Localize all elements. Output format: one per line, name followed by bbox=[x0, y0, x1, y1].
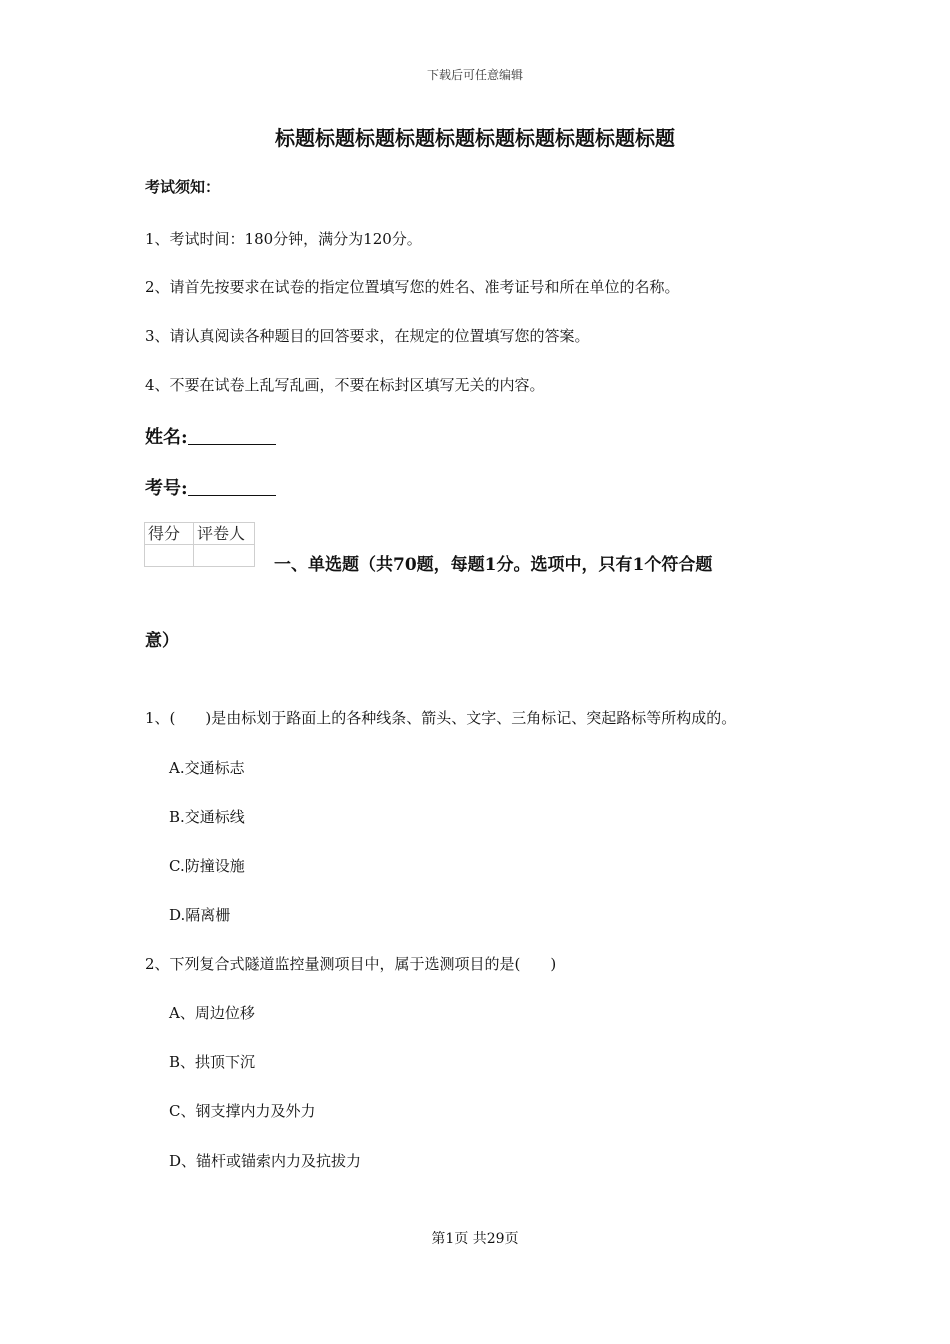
score-table bbox=[144, 522, 255, 567]
score-header: 得分 bbox=[145, 523, 194, 545]
notice-rule-3: 3、请认真阅读各种题目的回答要求，在规定的位置填写您的答案。 bbox=[145, 327, 590, 345]
page-footer: 第1页 共29页 bbox=[431, 1231, 519, 1247]
grader-header: 评卷人 bbox=[194, 523, 255, 545]
question-2-option-a: A、周边位移 bbox=[169, 1004, 255, 1022]
name-label: 姓名: bbox=[145, 427, 188, 448]
question-2: 2、下列复合式隧道监控量测项目中，属于选测项目的是( ) bbox=[145, 955, 557, 973]
notice-rule-2: 2、请首先按要求在试卷的指定位置填写您的姓名、准考证号和所在单位的名称。 bbox=[145, 278, 680, 296]
name-blank-line[interactable] bbox=[188, 426, 276, 445]
question-1-option-b: B.交通标线 bbox=[169, 808, 245, 826]
exam-id-label: 考号: bbox=[145, 478, 188, 499]
grader-cell bbox=[194, 545, 255, 567]
score-cell bbox=[145, 545, 194, 567]
section-heading-line-2: 意） bbox=[145, 631, 179, 651]
question-1: 1、( )是由标划于路面上的各种线条、箭头、文字、三角标记、突起路标等所构成的。 bbox=[145, 709, 737, 727]
section-heading-line-1: 一、单选题（共70题，每题1分。选项中，只有1个符合题 bbox=[274, 555, 713, 575]
question-1-option-d: D.隔离栅 bbox=[169, 906, 231, 924]
question-2-option-c: C、钢支撑内力及外力 bbox=[169, 1102, 316, 1120]
question-2-option-b: B、拱顶下沉 bbox=[169, 1053, 256, 1071]
document-title: 标题标题标题标题标题标题标题标题标题标题 bbox=[275, 126, 675, 150]
exam-id-blank-line[interactable] bbox=[188, 477, 276, 496]
header-note: 下载后可任意编辑 bbox=[426, 68, 523, 82]
notice-heading: 考试须知： bbox=[145, 178, 221, 196]
question-1-option-a: A.交通标志 bbox=[169, 759, 245, 777]
exam-id-field bbox=[145, 474, 276, 500]
question-1-option-c: C.防撞设施 bbox=[169, 857, 245, 875]
name-field bbox=[145, 423, 276, 449]
question-2-option-d: D、锚杆或锚索内力及抗拔力 bbox=[169, 1152, 362, 1170]
notice-rule-4: 4、不要在试卷上乱写乱画，不要在标封区填写无关的内容。 bbox=[145, 376, 545, 394]
notice-rule-1: 1、考试时间：180分钟，满分为120分。 bbox=[145, 230, 422, 248]
